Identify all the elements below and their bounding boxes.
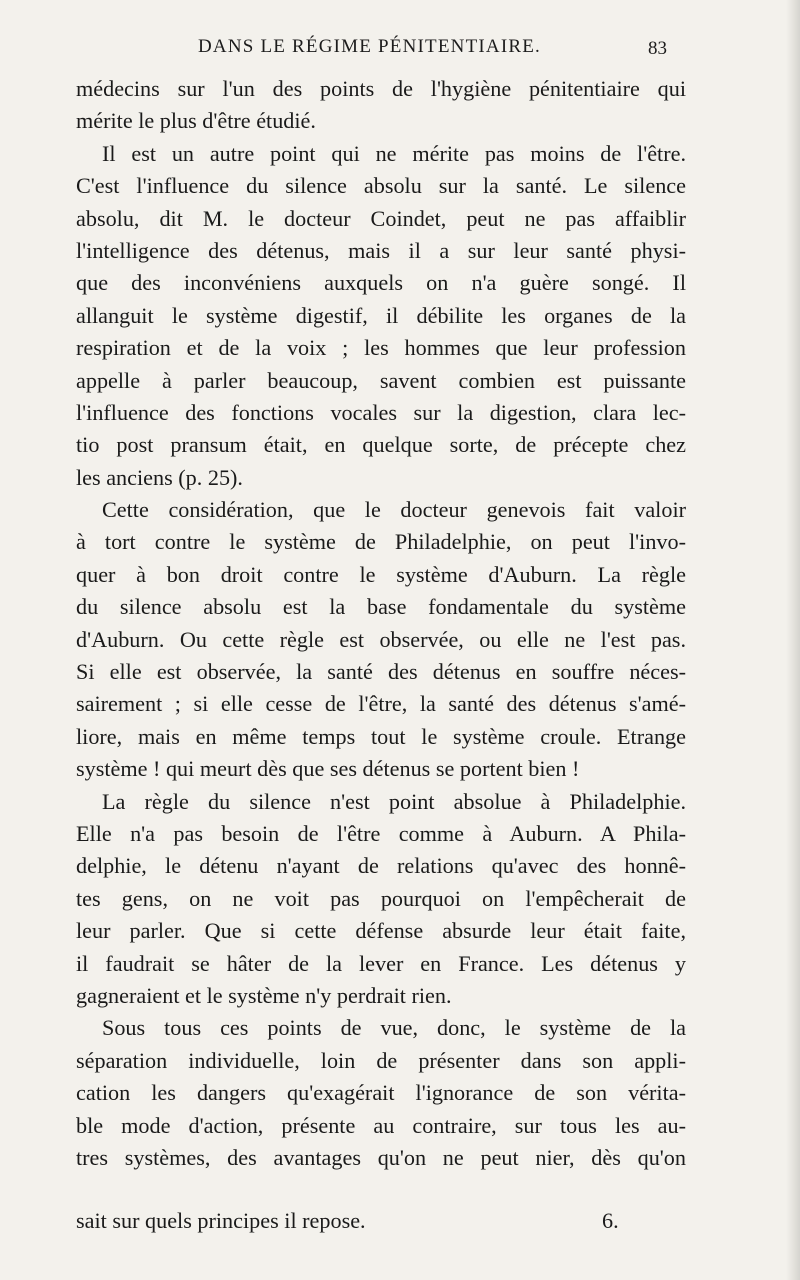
text-line: les anciens (p. 25).	[76, 464, 243, 490]
text-line: delphie, le détenu n'ayant de relations qu'avec des honnê-	[76, 853, 686, 879]
page-footer	[76, 1208, 686, 1240]
text-line: absolu, dit M. le docteur Coindet, peut ne pas affaiblir	[76, 205, 686, 231]
text-line: que des inconvéniens auxquels on n'a guère songé. Il	[76, 270, 686, 296]
text-line: tes gens, on ne voit pas pourquoi on l'empêcherait de	[76, 885, 686, 911]
text-line: tio post pransum était, en quelque sorte, de précepte chez	[76, 432, 686, 458]
text-line: Si elle est observée, la santé des détenus en souffre néces-	[76, 659, 686, 685]
body-text	[76, 73, 686, 1174]
text-line: ble mode d'action, présente au contraire, sur tous les au-	[76, 1112, 686, 1138]
page-edge-shadow	[786, 0, 800, 1280]
text-line: d'Auburn. Ou cette règle est observée, ou elle ne l'est pas.	[76, 626, 686, 652]
text-line: l'influence des fonctions vocales sur la digestion, clara lec-	[76, 399, 686, 425]
text-line: allanguit le système digestif, il débilite les organes de la	[76, 302, 686, 328]
text-line: Sous tous ces points de vue, donc, le système de la	[102, 1015, 686, 1041]
text-line: gagneraient et le système n'y perdrait rien.	[76, 982, 452, 1008]
signature-mark: 6.	[602, 1208, 619, 1233]
text-line: C'est l'influence du silence absolu sur la santé. Le silence	[76, 173, 686, 199]
text-line: du silence absolu est la base fondamentale du système	[76, 594, 686, 620]
page-number: 83	[648, 38, 667, 59]
text-line: mérite le plus d'être étudié.	[76, 108, 316, 134]
text-line: appelle à parler beaucoup, savent combien est puissante	[76, 367, 686, 393]
text-line: quer à bon droit contre le système d'Auburn. La règle	[76, 561, 686, 587]
text-line: séparation individuelle, loin de présenter dans son appli-	[76, 1047, 686, 1073]
text-line: l'intelligence des détenus, mais il a sur leur santé physi-	[76, 237, 686, 263]
text-line: liore, mais en même temps tout le système croule. Etrange	[76, 723, 686, 749]
text-line: Cette considération, que le docteur genevois fait valoir	[102, 497, 686, 523]
text-line: cation les dangers qu'exagérait l'ignorance de son vérita-	[76, 1080, 686, 1106]
text-line: système ! qui meurt dès que ses détenus se portent bien !	[76, 756, 580, 782]
running-head: DANS LE RÉGIME PÉNITENTIAIRE.	[198, 36, 541, 57]
text-line: Il est un autre point qui ne mérite pas moins de l'être.	[102, 140, 686, 166]
text-line: sairement ; si elle cesse de l'être, la santé des détenus s'amé-	[76, 691, 686, 717]
text-line: à tort contre le système de Philadelphie, on peut l'invo-	[76, 529, 686, 555]
text-line: leur parler. Que si cette défense absurde leur était faite,	[76, 918, 686, 944]
text-line: tres systèmes, des avantages qu'on ne peut nier, dès qu'on	[76, 1144, 686, 1170]
text-line: La règle du silence n'est point absolue à Philadelphie.	[102, 788, 686, 814]
text-line: il faudrait se hâter de la lever en France. Les détenus y	[76, 950, 686, 976]
text-line: médecins sur l'un des points de l'hygiène pénitentiaire qui	[76, 76, 686, 101]
last-text-line: sait sur quels principes il repose.	[76, 1208, 366, 1233]
text-line: Elle n'a pas besoin de l'être comme à Auburn. A Phila-	[76, 820, 686, 846]
page-header	[0, 36, 800, 66]
text-line: respiration et de la voix ; les hommes que leur profession	[76, 335, 686, 361]
